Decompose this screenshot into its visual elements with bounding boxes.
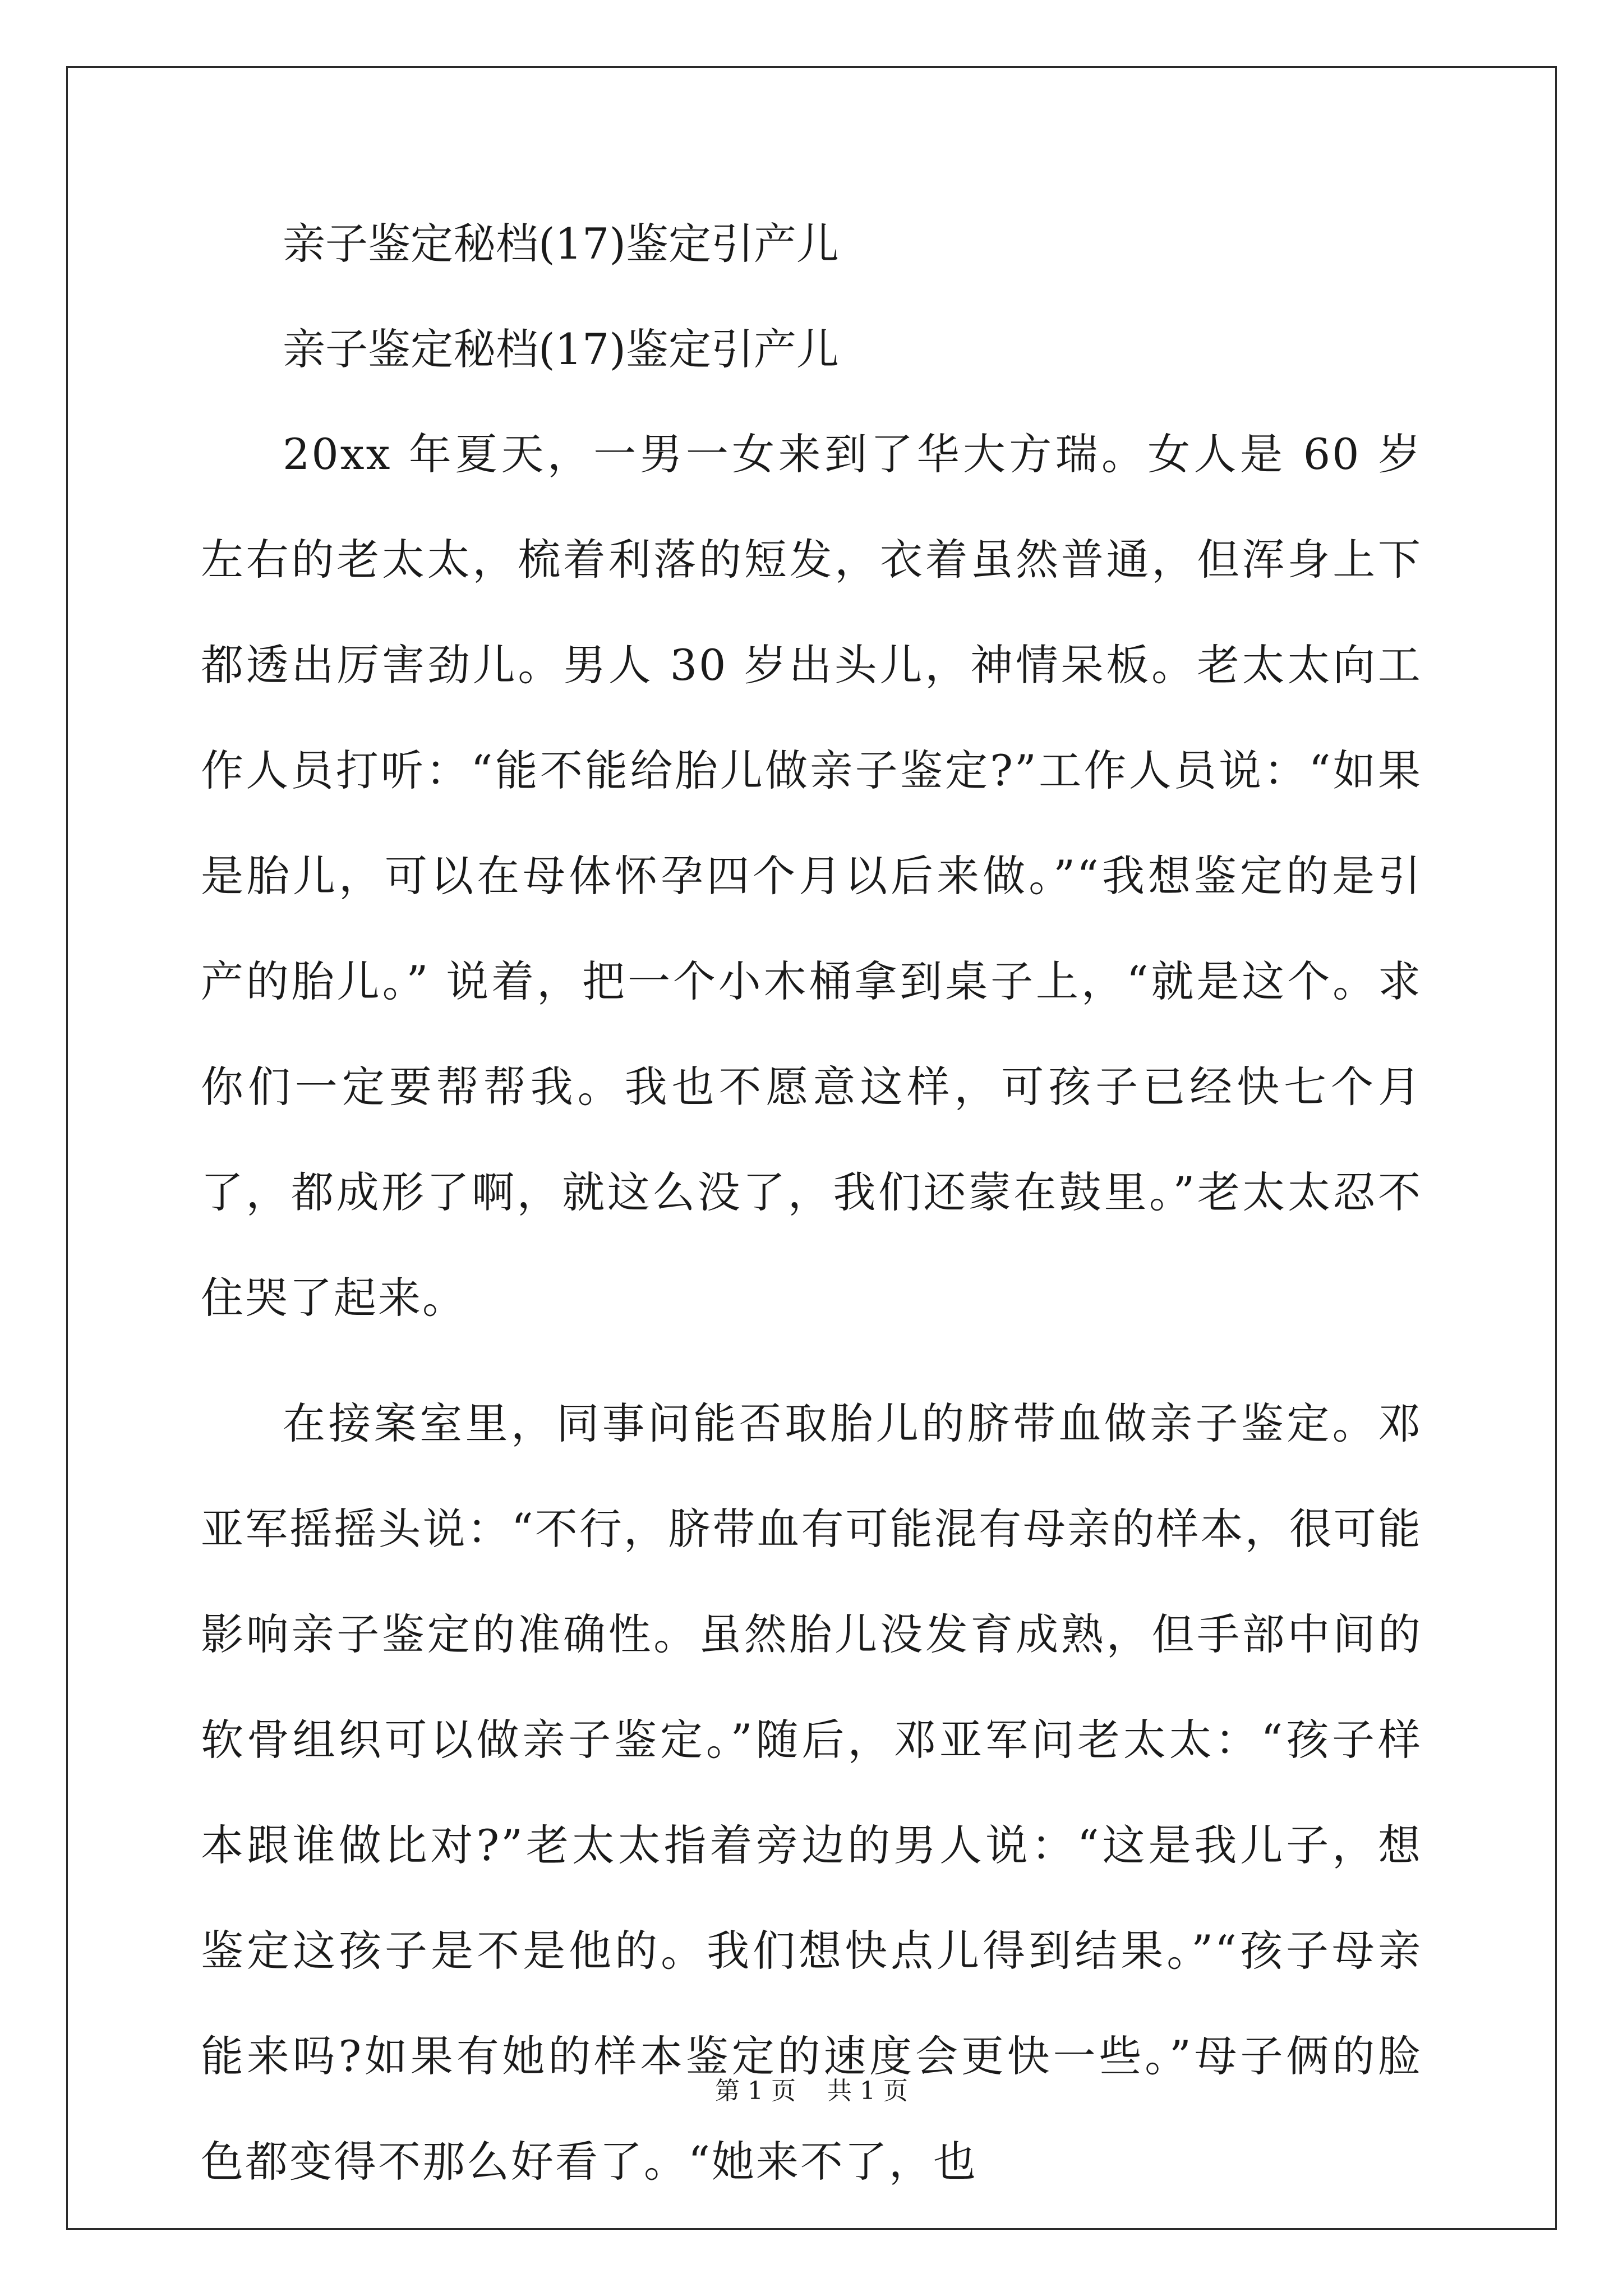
document-title: 亲子鉴定秘档(17)鉴定引产儿: [283, 219, 840, 269]
spacer: [201, 1351, 1422, 1371]
document-subtitle: 亲子鉴定秘档(17)鉴定引产儿: [283, 324, 840, 374]
paragraph-2: 在接案室里，同事问能否取胎儿的脐带血做亲子鉴定。邓亚军摇摇头说：“不行，脐带血有可能混有母亲的样本，很可能影响亲子鉴定的准确性。虽然胎儿没发育成熟，但手部中间的软骨组织可以做亲子鉴定。”随后，邓亚军问老太太：“孩子样本跟谁做比对?”老太太指着旁边的男人说：“这是我儿子，想鉴定这孩子是不是他的。我们想快点儿得到结果。”“孩子母亲能来吗?如果有她的样本鉴定的速度会更快一些。”母子俩的脸色都变得不那么好看了。“她来不了，也: [201, 1398, 1422, 2187]
paragraph-1: 20xx 年夏天，一男一女来到了华大方瑞。女人是 60 岁左右的老太太，梳着利落的短发，衣着虽然普通，但浑身上下都透出厉害劲儿。男人 30 岁出头儿，神情呆板。老太太向工作人员打听：“能不能给胎儿做亲子鉴定?”工作人员说：“如果是胎儿，可以在母体怀孕四个月以后来做。”“我想鉴定的是引产的胎儿。” 说着，把一个小木桶拿到桌子上，“就是这个。求你们一定要帮帮我。我也不愿意这样，可孩子已经快七个月了，都成形了啊，就这么没了，我们还蒙在鼓里。”老太太忍不住哭了起来。: [201, 429, 1422, 1323]
page-footer: 第 1 页 共 1 页: [715, 2077, 908, 2105]
document-body: [201, 216, 1422, 2215]
spacer: [201, 378, 1422, 402]
